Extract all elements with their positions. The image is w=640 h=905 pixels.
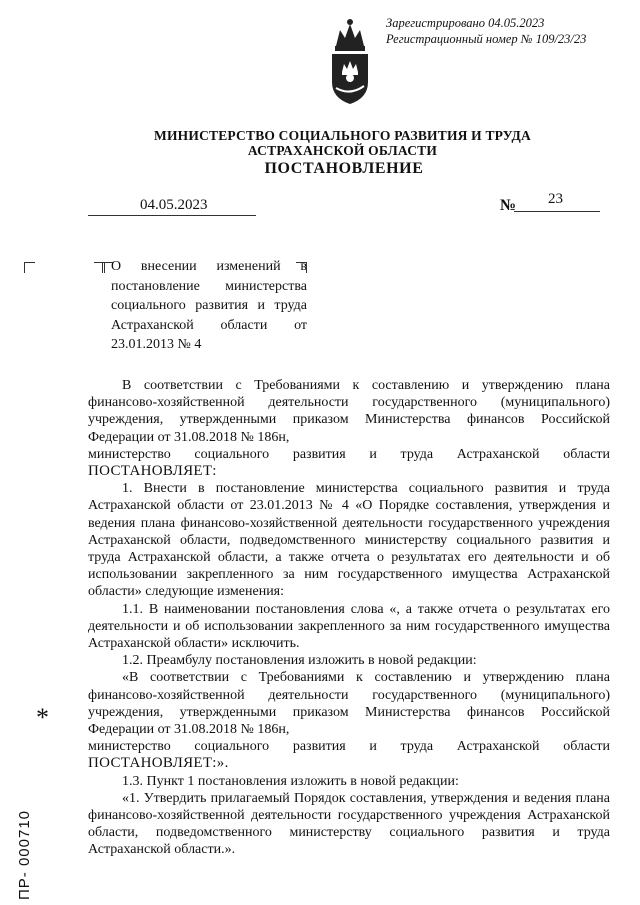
corner-mark-left [24, 262, 35, 273]
paragraph-new-item-1: «1. Утвердить прилагаемый Порядок составления, утверждения и ведения плана финансово-хозяйственной деятельности государственного учреждения Астраханской области, подведомственного министерству социального развития и труда Астраханской области.». [88, 790, 610, 858]
paragraph-new-resolves: ПОСТАНОВЛЯЕТ:». [88, 755, 229, 772]
paragraph-item-1-2: 1.2. Преамбулу постановления изложить в новой редакции: [122, 653, 477, 669]
paragraph-item-1-1: 1.1. В наименовании постановления слова «, а также отчета о результатах его деятельности и об использовании закрепленного за ним государственного имущества Астраханской области» исключить. [88, 601, 610, 652]
ministry-name [0, 128, 640, 158]
ministry-line-2: АСТРАХАНСКОЙ ОБЛАСТИ [247, 143, 438, 158]
margin-registration-code: ПР- 000710 [16, 809, 33, 900]
paragraph-resolves: ПОСТАНОВЛЯЕТ: [88, 463, 217, 480]
number-sign: № [500, 197, 517, 214]
paragraph-ministry: министерство социального развития и труда Астраханской области [88, 446, 610, 462]
date-underline [88, 215, 256, 216]
paragraph-item-1-3: 1.3. Пункт 1 постановления изложить в новой редакции: [122, 773, 459, 789]
astrakhan-coat-of-arms-icon [326, 16, 374, 110]
document-subject: О внесении изменений в постановление министерства социального развития и труда Астраханской области от 23.01.2013 № 4 [111, 259, 307, 352]
document-date: 04.05.2023 [140, 197, 208, 213]
margin-star: * [36, 703, 49, 732]
registration-number: Регистрационный номер № 109/23/23 [386, 31, 587, 46]
document-type [0, 160, 640, 178]
ministry-line-1: МИНИСТЕРСТВО СОЦИАЛЬНОГО РАЗВИТИЯ И ТРУДА [154, 128, 531, 143]
document-number: 23 [548, 191, 563, 207]
paragraph-new-ministry: министерство социального развития и труда Астраханской области [88, 739, 610, 755]
registration-date: Зарегистрировано 04.05.2023 [386, 16, 545, 30]
registration-stamp [386, 16, 586, 47]
document-type-text: ПОСТАНОВЛЕНИЕ [264, 160, 424, 177]
number-underline [514, 211, 600, 212]
paragraph-preamble: В соответствии с Требованиями к составлению и утверждению плана финансово-хозяйственной деятельности государственного (муниципального) учреждения, утвержденными приказом Министерства финансов Российской Федерации от 31.08.2018 № 186н, [88, 378, 610, 445]
paragraph-item-1: 1. Внести в постановление министерства социального развития и труда Астраханской области от 23.01.2013 № 4 «О Порядке составления, утверждения и ведения плана финансово-хозяйственной деятельности государственного учреждения Астраханской области, подведомственного министерству социального развития и труда Астраханской области, а также отчета о результатах его деятельности и об использовании закрепленного за ним государственного имущества Астраханской области» следующие изменения: [88, 481, 610, 600]
paragraph-new-preamble: «В соответствии с Требованиями к составлению и утверждению плана финансово-хозяйственной деятельности государственного (муниципального) учреждения, утвержденными приказом Министерства финансов Российской Федерации от 31.08.2018 № 186н, [88, 670, 610, 738]
document-body [88, 377, 610, 859]
